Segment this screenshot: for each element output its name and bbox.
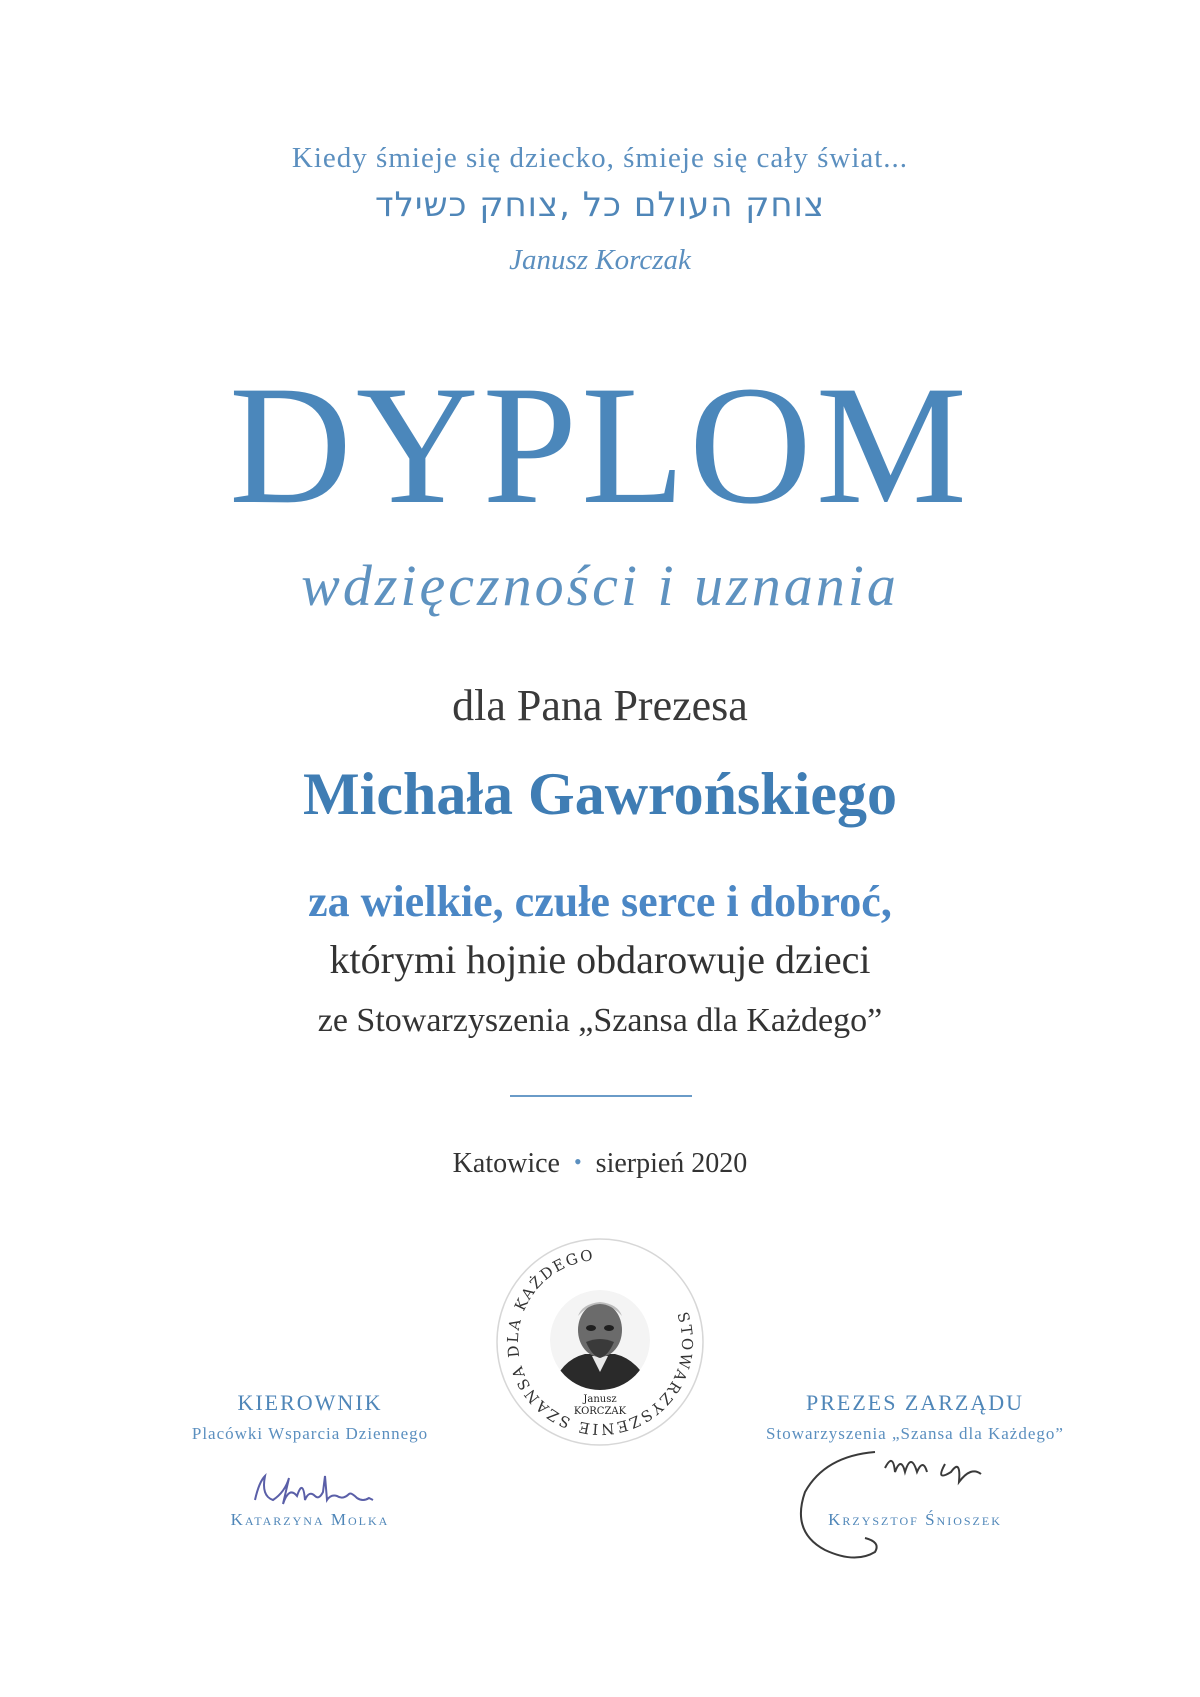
right-signatory-role: PREZES ZARZĄDU	[805, 1390, 1025, 1415]
diploma-title: DYPLOM	[229, 351, 971, 539]
divider-line	[510, 1095, 692, 1097]
right-signatory-org: Stowarzyszenia „Szansa dla Każdego”	[766, 1424, 1064, 1443]
place-date	[0, 1148, 1200, 1180]
motto-author: Janusz Korczak	[509, 244, 691, 276]
association-seal	[490, 1232, 710, 1452]
separator-dot: •	[573, 1149, 582, 1174]
right-handwritten-signature	[785, 1442, 1015, 1572]
motto-polish: Kiedy śmieje się dziecko, śmieje się cały świat...	[291, 142, 909, 174]
place: Katowice	[452, 1148, 560, 1179]
right-signatory-name: Krzysztof Śnioszek	[828, 1510, 1002, 1529]
left-signatory-name: Katarzyna Molka	[230, 1510, 390, 1529]
reason-line-1: za wielkie, czułe serce i dobroć,	[308, 877, 892, 926]
left-signatory-role: KIEROWNIK	[237, 1390, 383, 1415]
motto-hebrew: צוחק העולם כל ,צוחק כשילד	[374, 185, 826, 225]
date: sierpień 2020	[595, 1148, 748, 1179]
recipient-name: Michała Gawrońskiego	[303, 761, 897, 827]
seal-ring-text: STOWARZYSZENIE SZANSA DLA KAŻDEGO	[503, 1245, 697, 1439]
reason-line-2: którymi hojnie obdarowuje dzieci	[329, 937, 871, 982]
left-handwritten-signature	[245, 1466, 385, 1516]
diploma-subtitle: wdzięczności i uznania	[301, 553, 899, 618]
recipient-prefix: dla Pana Prezesa	[452, 681, 748, 730]
seal-caption-2: KORCZAK	[573, 1406, 627, 1417]
seal-caption-1: Janusz	[583, 1394, 617, 1405]
left-signatory-org: Placówki Wsparcia Dziennego	[191, 1424, 429, 1443]
reason-line-3: ze Stowarzyszenia „Szansa dla Każdego”	[317, 1002, 883, 1039]
